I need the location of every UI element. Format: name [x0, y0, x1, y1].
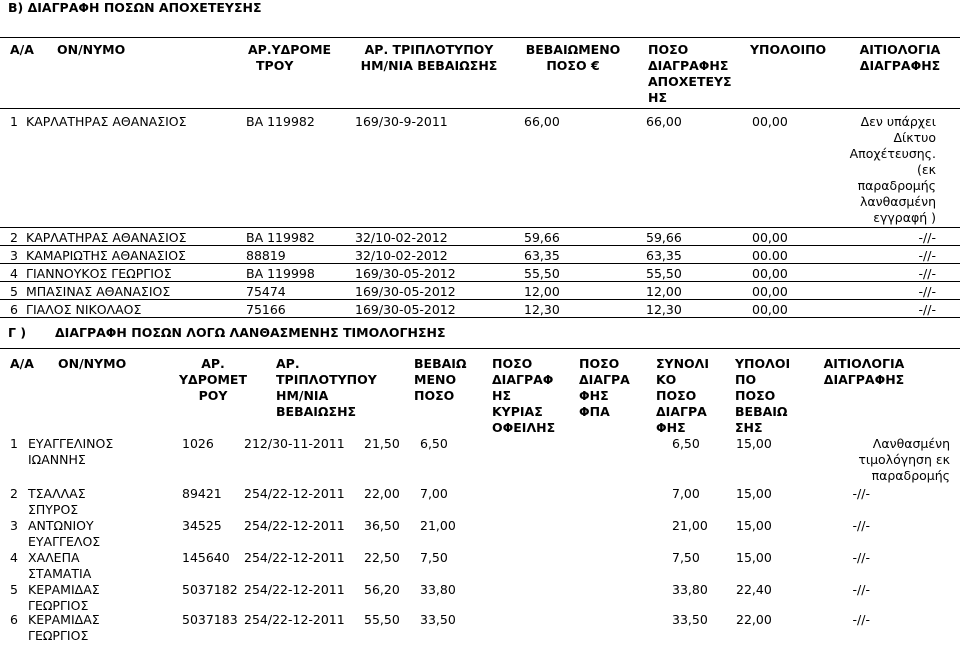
c-row-deleted-main: 6,50	[420, 436, 448, 451]
row-certified: 12,00	[524, 284, 560, 299]
row-reason: -//-	[918, 266, 936, 281]
section-c-title: ΔΙΑΓΡΑΦΗ ΠΟΣΩΝ ΛΟΓΩ ΛΑΝΘΑΣΜΕΝΗΣ ΤΙΜΟΛΟΓΗΣΗΣ	[55, 325, 446, 340]
c-header-meter: ΥΔΡΟΜΕΤ	[178, 372, 248, 387]
c-row-receipt: 254/22-12-2011	[244, 486, 345, 501]
c-row-aa: 2	[10, 486, 18, 501]
c-row-receipt: 254/22-12-2011	[244, 612, 345, 627]
c-header-deleted-main: ΠΟΣΟ	[492, 356, 533, 371]
row-certified: 63,35	[524, 248, 560, 263]
row-deleted: 59,66	[646, 230, 682, 245]
c-header-remaining: ΥΠΟΛΟΙ	[735, 356, 791, 371]
c-row-aa: 6	[10, 612, 18, 627]
c-row-remaining: 15,00	[736, 550, 772, 565]
c-row-name: ΓΕΩΡΓΙΟΣ	[28, 628, 89, 643]
row-divider	[0, 299, 960, 300]
row-reason-line: λανθασμένη	[859, 194, 936, 209]
c-header-remaining: ΒΕΒΑΙΩ	[735, 404, 788, 419]
row-name: ΜΠΑΣΙΝΑΣ ΑΘΑΝΑΣΙΟΣ	[26, 284, 171, 299]
row-remaining: 00,00	[752, 284, 788, 299]
c-row-aa: 4	[10, 550, 18, 565]
c-row-name: ΣΤΑΜΑΤΙΑ	[28, 566, 92, 581]
c-header-deleted-vat: ΦΠΑ	[579, 404, 610, 419]
c-row-name: ΕΥΑΓΓΕΛΙΝΟΣ	[28, 436, 114, 451]
row-reason: -//-	[918, 302, 936, 317]
row-remaining: 00,00	[752, 114, 788, 129]
row-aa: 6	[10, 302, 18, 317]
c-header-deleted-vat: ΔΙΑΓΡΑ	[579, 372, 630, 387]
row-remaining: 00.00	[752, 248, 788, 263]
c-row-meter: 34525	[182, 518, 222, 533]
header-meter-line2: ΤΡΟΥ	[256, 58, 294, 73]
c-row-remaining: 22,40	[736, 582, 772, 597]
row-name: ΚΑΜΑΡΙΩΤΗΣ ΑΘΑΝΑΣΙΟΣ	[26, 248, 186, 263]
header-receipt-line1: ΑΡ. ΤΡΙΠΛΟΤΥΠΟΥ	[364, 42, 494, 57]
c-header-remaining: ΠΟ	[735, 372, 757, 387]
c-row-reason: Λανθασμένη	[872, 436, 950, 451]
c-row-total: 33,50	[672, 612, 708, 627]
row-certified: 55,50	[524, 266, 560, 281]
row-receipt: 169/30-05-2012	[355, 284, 456, 299]
header-certified-line2: ΠΟΣΟ €	[546, 58, 600, 73]
row-meter: 75166	[246, 302, 286, 317]
section-b-bottom-rule	[0, 317, 960, 318]
row-certified: 59,66	[524, 230, 560, 245]
row-receipt: 169/30-05-2012	[355, 302, 456, 317]
row-certified: 12,30	[524, 302, 560, 317]
c-row-receipt: 212/30-11-2011	[244, 436, 345, 451]
c-row-total: 33,80	[672, 582, 708, 597]
row-remaining: 00,00	[752, 230, 788, 245]
header-deleted-line2: ΔΙΑΓΡΑΦΗΣ	[648, 58, 729, 73]
row-reason: -//-	[918, 230, 936, 245]
c-header-deleted-main: ΔΙΑΓΡΑΦ	[492, 372, 554, 387]
c-header-deleted-main: ΚΥΡΙΑΣ	[492, 404, 543, 419]
c-row-meter: 1026	[182, 436, 214, 451]
c-row-certified: 22,50	[364, 550, 400, 565]
row-reason-line: Αποχέτευσης.	[849, 146, 936, 161]
c-header-certified: ΜΕΝΟ	[414, 372, 457, 387]
c-header-meter: ΑΡ.	[201, 356, 225, 371]
c-row-reason: τιμολόγηση εκ	[858, 452, 950, 467]
header-reason-line2: ΔΙΑΓΡΑΦΗΣ	[859, 58, 941, 73]
row-name: ΓΙΑΛΟΣ ΝΙΚΟΛΑΟΣ	[26, 302, 142, 317]
section-c-prefix: Γ )	[8, 325, 27, 340]
row-aa: 5	[10, 284, 18, 299]
row-deleted: 66,00	[646, 114, 682, 129]
row-receipt: 169/30-9-2011	[355, 114, 448, 129]
c-header-total: ΚΟ	[656, 372, 677, 387]
row-receipt: 32/10-02-2012	[355, 230, 448, 245]
c-header-certified: ΠΟΣΟ	[414, 388, 455, 403]
c-row-reason: -//-	[852, 550, 870, 565]
c-header-deleted-main: ΗΣ	[492, 388, 512, 403]
c-row-total: 7,00	[672, 486, 700, 501]
c-header-total: ΠΟΣΟ	[656, 388, 697, 403]
header-receipt-line2: ΗΜ/ΝΙΑ ΒΕΒΑΙΩΣΗΣ	[360, 58, 498, 73]
c-row-certified: 55,50	[364, 612, 400, 627]
c-header-certified: ΒΕΒΑΙΩ	[414, 356, 467, 371]
row-reason-line: εγγραφή )	[873, 210, 936, 225]
section-b-header-rule	[0, 108, 960, 109]
c-row-deleted-main: 7,50	[420, 550, 448, 565]
c-row-receipt: 254/22-12-2011	[244, 582, 345, 597]
row-remaining: 00,00	[752, 302, 788, 317]
c-header-deleted-vat: ΠΟΣΟ	[579, 356, 620, 371]
c-row-reason: παραδρομής	[871, 468, 950, 483]
row-aa: 2	[10, 230, 18, 245]
c-row-meter: 5037183	[182, 612, 238, 627]
c-row-total: 21,00	[672, 518, 708, 533]
row-meter: 88819	[246, 248, 286, 263]
c-row-remaining: 15,00	[736, 518, 772, 533]
c-header-aa: Α/Α	[10, 356, 34, 371]
header-deleted-line4: ΗΣ	[648, 90, 668, 105]
c-header-receipt: ΗΜ/ΝΙΑ	[276, 388, 329, 403]
c-row-name: ΓΕΩΡΓΙΟΣ	[28, 598, 89, 613]
row-reason: -//-	[918, 248, 936, 263]
c-row-name: ΤΣΑΛΛΑΣ	[28, 486, 86, 501]
row-meter: ΒΑ 119982	[246, 230, 315, 245]
c-row-deleted-main: 7,00	[420, 486, 448, 501]
c-header-deleted-vat: ΦΗΣ	[579, 388, 609, 403]
c-row-remaining: 15,00	[736, 486, 772, 501]
row-name: ΚΑΡΛΑΤΗΡΑΣ ΑΘΑΝΑΣΙΟΣ	[26, 230, 187, 245]
c-row-name: ΣΠΥΡΟΣ	[28, 502, 79, 517]
c-header-receipt: ΑΡ.	[276, 356, 300, 371]
header-name: ΟΝ/ΝΥΜΟ	[57, 42, 126, 57]
c-row-meter: 5037182	[182, 582, 238, 597]
row-name: ΓΙΑΝΝΟΥΚΟΣ ΓΕΩΡΓΙΟΣ	[26, 266, 172, 281]
row-meter: ΒΑ 119998	[246, 266, 315, 281]
c-header-deleted-main: ΟΦΕΙΛΗΣ	[492, 420, 556, 435]
row-divider	[0, 281, 960, 282]
c-row-certified: 22,00	[364, 486, 400, 501]
c-row-aa: 5	[10, 582, 18, 597]
c-row-receipt: 254/22-12-2011	[244, 550, 345, 565]
c-row-name: ΚΕΡΑΜΙΔΑΣ	[28, 582, 100, 597]
c-row-remaining: 22,00	[736, 612, 772, 627]
c-header-reason: ΔΙΑΓΡΑΦΗΣ	[823, 372, 905, 387]
c-row-meter: 89421	[182, 486, 222, 501]
row-deleted: 63,35	[646, 248, 682, 263]
row-deleted: 12,30	[646, 302, 682, 317]
c-row-certified: 36,50	[364, 518, 400, 533]
c-row-deleted-main: 21,00	[420, 518, 456, 533]
c-header-name: ΟΝ/ΝΥΜΟ	[58, 356, 127, 371]
row-reason-line: Δίκτυο	[893, 130, 936, 145]
row-reason: -//-	[918, 284, 936, 299]
header-deleted-line3: ΑΠΟΧΕΤΕΥΣ	[648, 74, 732, 89]
row-divider	[0, 263, 960, 264]
c-row-certified: 21,50	[364, 436, 400, 451]
header-aa: Α/Α	[10, 42, 34, 57]
row-receipt: 169/30-05-2012	[355, 266, 456, 281]
c-row-name: ΚΕΡΑΜΙΔΑΣ	[28, 612, 100, 627]
section-b-title: Β) ΔΙΑΓΡΑΦΗ ΠΟΣΩΝ ΑΠΟΧΕΤΕΥΣΗΣ	[8, 0, 262, 15]
row-deleted: 55,50	[646, 266, 682, 281]
row-receipt: 32/10-02-2012	[355, 248, 448, 263]
c-row-name: ΕΥΑΓΓΕΛΟΣ	[28, 534, 101, 549]
c-header-remaining: ΠΟΣΟ	[735, 388, 776, 403]
row-meter: 75474	[246, 284, 286, 299]
row-reason-line: (εκ	[916, 162, 936, 177]
row-meter: ΒΑ 119982	[246, 114, 315, 129]
row-divider	[0, 245, 960, 246]
row-deleted: 12,00	[646, 284, 682, 299]
c-header-receipt: ΒΕΒΑΙΩΣΗΣ	[276, 404, 357, 419]
c-row-total: 6,50	[672, 436, 700, 451]
c-header-meter: ΡΟΥ	[198, 388, 228, 403]
c-row-reason: -//-	[852, 486, 870, 501]
row-remaining: 00,00	[752, 266, 788, 281]
c-row-aa: 3	[10, 518, 18, 533]
c-row-receipt: 254/22-12-2011	[244, 518, 345, 533]
c-row-name: ΑΝΤΩΝΙΟΥ	[28, 518, 94, 533]
header-remaining: ΥΠΟΛΟΙΠΟ	[750, 42, 827, 57]
c-header-remaining: ΣΗΣ	[735, 420, 763, 435]
row-divider	[0, 227, 960, 228]
row-aa: 1	[10, 114, 18, 129]
row-name: ΚΑΡΛΑΤΗΡΑΣ ΑΘΑΝΑΣΙΟΣ	[26, 114, 187, 129]
header-deleted-line1: ΠΟΣΟ	[648, 42, 689, 57]
c-row-meter: 145640	[182, 550, 230, 565]
c-row-aa: 1	[10, 436, 18, 451]
c-header-receipt: ΤΡΙΠΛΟΤΥΠΟΥ	[276, 372, 377, 387]
c-row-remaining: 15,00	[736, 436, 772, 451]
row-aa: 3	[10, 248, 18, 263]
c-row-certified: 56,20	[364, 582, 400, 597]
c-row-reason: -//-	[852, 582, 870, 597]
row-aa: 4	[10, 266, 18, 281]
c-row-name: ΧΑΛΕΠΑ	[28, 550, 80, 565]
row-reason-line: Δεν υπάρχει	[860, 114, 936, 129]
c-row-reason: -//-	[852, 518, 870, 533]
c-row-name: ΙΩΑΝΝΗΣ	[28, 452, 86, 467]
c-header-reason: ΑΙΤΙΟΛΟΓΙΑ	[823, 356, 905, 371]
row-certified: 66,00	[524, 114, 560, 129]
c-header-total: ΦΗΣ	[656, 420, 686, 435]
c-header-total: ΔΙΑΓΡΑ	[656, 404, 707, 419]
section-c-top-rule	[0, 348, 960, 349]
c-row-reason: -//-	[852, 612, 870, 627]
c-row-total: 7,50	[672, 550, 700, 565]
header-reason-line1: ΑΙΤΙΟΛΟΓΙΑ	[859, 42, 941, 57]
row-reason-line: παραδρομής	[857, 178, 936, 193]
c-header-total: ΣΥΝΟΛΙ	[656, 356, 710, 371]
c-row-deleted-main: 33,80	[420, 582, 456, 597]
header-meter-line1: ΑΡ.ΥΔΡΟΜΕ	[248, 42, 332, 57]
header-certified-line1: ΒΕΒΑΙΩΜΕΝΟ	[525, 42, 621, 57]
section-b-top-rule	[0, 37, 960, 38]
c-row-deleted-main: 33,50	[420, 612, 456, 627]
